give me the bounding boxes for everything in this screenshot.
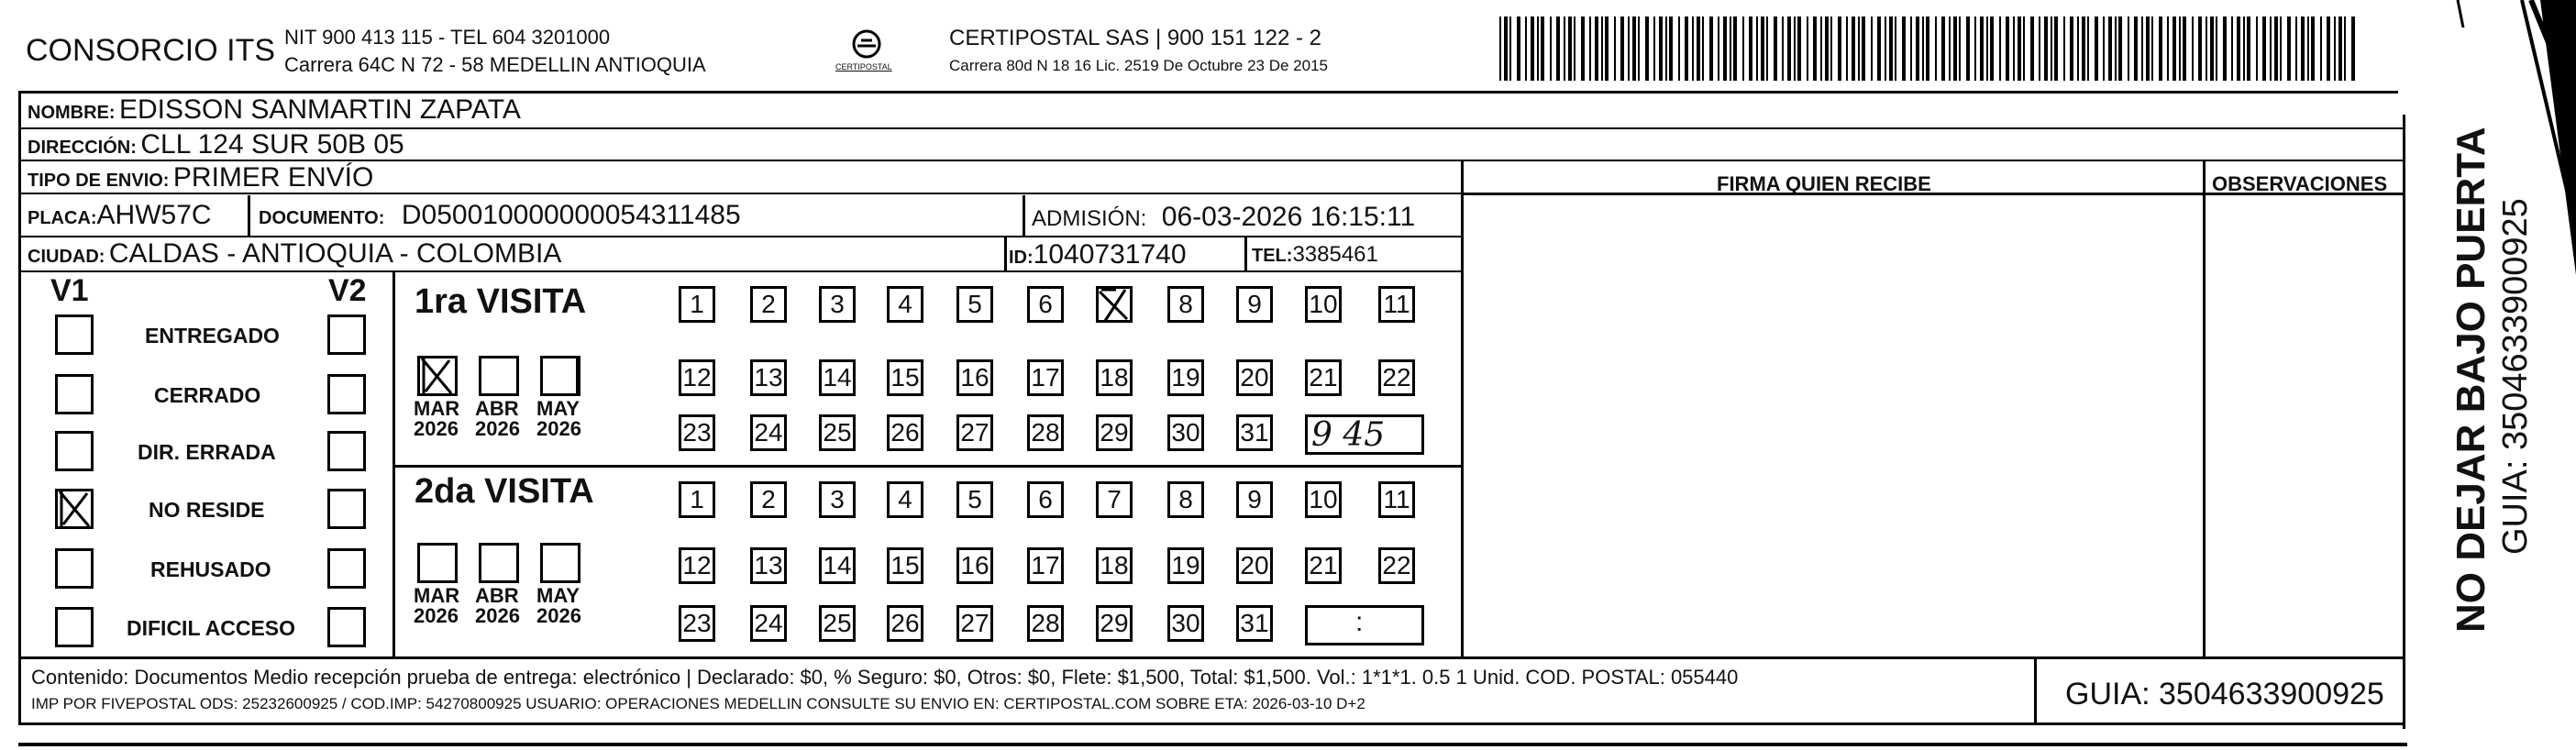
day-box[interactable]: 25 [819,414,856,451]
day-box[interactable]: 20 [1236,547,1273,584]
side-no-dejar: NO DEJAR BAJO PUERTA [2449,127,2493,633]
placa-label: PLACA: [28,208,97,228]
status-label: ENTREGADO [145,324,280,347]
v2-checkbox[interactable] [327,489,366,529]
v1-checkbox[interactable] [55,489,94,529]
side-guia: GUIA: 3504633900925 [2496,198,2535,555]
col-line [1461,160,1464,658]
month-label: MAR [414,397,460,420]
year-label: 2026 [414,604,459,627]
admision-field [1032,202,1415,233]
month-label: ABR [475,397,519,420]
status-label: DIR. ERRADA [138,440,276,464]
time-value: : [1355,607,1364,637]
day-box[interactable]: 19 [1167,359,1204,396]
day-box[interactable]: 3 [819,481,856,518]
day-box[interactable]: 10 [1305,481,1342,518]
observaciones-header: OBSERVACIONES [2212,172,2388,195]
v1-checkbox[interactable] [55,548,94,589]
v1-checkbox[interactable] [55,374,94,414]
day-box[interactable]: 6 [1027,286,1064,323]
v1-checkbox[interactable] [55,607,94,647]
v2-checkbox[interactable] [327,548,366,589]
barcode [1499,17,2361,81]
day-box[interactable]: 15 [887,359,923,396]
month-checkbox[interactable] [417,543,458,583]
day-box[interactable]: 29 [1096,414,1133,451]
day-box[interactable]: 25 [819,605,856,642]
id-value: 1040731740 [1033,239,1187,270]
ciudad-value: CALDAS - ANTIOQUIA - COLOMBIA [108,238,562,269]
v2-checkbox[interactable] [327,374,366,414]
day-box[interactable]: 31 [1236,414,1273,451]
day-box[interactable]: 12 [679,359,715,396]
day-box[interactable]: 14 [819,547,856,584]
col-line [2203,160,2206,658]
tel-field [1252,242,1378,268]
frame-right [2403,115,2405,729]
day-box[interactable]: 8 [1167,286,1204,323]
day-box[interactable]: 24 [750,605,787,642]
day-box[interactable]: 27 [956,414,993,451]
day-box[interactable]: 18 [1096,547,1133,584]
footer-contenido: Contenido: Documentos Medio recepción prueba de entrega: electrónico | Declarado: $0, % Seguro: $0, Otros: $0, Flete: $1,500, Total: $1,500. Vol.: 1*1*1. 0.5 1 Unid. COD. POSTAL: 055440 [31,666,1739,689]
placa-field [28,200,212,231]
id-field [1009,239,1187,270]
tipo-envio-value: PRIMER ENVÍO [172,162,374,193]
status-label: NO RESIDE [149,498,265,522]
day-box[interactable]: 18 [1096,359,1133,396]
documento-field [259,200,741,231]
ciudad-field [28,238,561,270]
day-box[interactable]: 17 [1027,359,1064,396]
day-box[interactable] [1096,286,1133,323]
day-box[interactable]: 26 [887,605,923,642]
v1-header: V1 [50,273,89,308]
direccion-label: DIRECCIÓN: [28,138,137,158]
time-box[interactable] [1305,605,1424,645]
day-box[interactable]: 16 [956,359,993,396]
second-visit-title: 2da VISITA [415,472,594,511]
tel-value: 3385461 [1292,242,1378,267]
month-checkbox[interactable] [479,543,519,583]
day-box[interactable]: 10 [1305,286,1342,323]
month-label: ABR [475,584,519,607]
documento-value: D050010000000054311485 [401,200,741,230]
barcode-bars [1499,17,2361,81]
day-box[interactable]: 13 [750,547,787,584]
v2-header: V2 [328,273,367,308]
day-box[interactable]: 27 [956,605,993,642]
day-box[interactable]: 11 [1378,286,1415,323]
month-checkbox[interactable] [417,356,458,396]
day-box[interactable]: 4 [887,481,923,518]
v2-checkbox[interactable] [327,607,366,647]
day-box[interactable]: 24 [750,414,787,451]
day-box[interactable]: 22 [1378,547,1415,584]
day-box[interactable]: 2 [750,481,787,518]
company-nit: NIT 900 413 115 - TEL 604 3201000 [284,26,611,49]
placa-value: AHW57C [96,200,212,230]
day-box[interactable]: 23 [679,605,715,642]
v1-checkbox[interactable] [55,431,94,471]
day-box[interactable]: 3 [819,286,856,323]
col-line [1244,236,1247,272]
day-box[interactable]: 4 [887,286,923,323]
day-box[interactable]: 26 [887,414,923,451]
day-box[interactable]: 12 [679,547,715,584]
year-label: 2026 [536,417,581,440]
day-box[interactable]: 1 [679,481,715,518]
year-label: 2026 [475,604,520,627]
day-box[interactable]: 30 [1167,414,1204,451]
day-box[interactable]: 17 [1027,547,1064,584]
day-box[interactable]: 2 [750,286,787,323]
company-name: CONSORCIO ITS [26,33,276,68]
frame-left [18,91,21,723]
first-visit-title: 1ra VISITA [415,282,587,321]
frame-top [18,91,2398,94]
month-checkbox[interactable] [540,356,580,396]
day-box[interactable]: 31 [1236,605,1273,642]
v1-checkbox[interactable] [55,314,94,355]
day-box[interactable]: 23 [679,414,715,451]
day-box[interactable]: 15 [887,547,923,584]
day-box[interactable]: 28 [1027,414,1064,451]
company-address: Carrera 64C N 72 - 58 MEDELLIN ANTIOQUIA [284,53,706,76]
year-label: 2026 [414,417,459,440]
row-line [18,656,2403,659]
day-box[interactable]: 8 [1167,481,1204,518]
day-box[interactable]: 19 [1167,547,1204,584]
certipostal-logo [830,26,903,81]
certipostal-address: Carrera 80d N 18 16 Lic. 2519 De Octubre 23 De 2015 [949,57,1328,74]
day-box[interactable]: 13 [750,359,787,396]
direccion-value: CLL 124 SUR 50B 05 [140,129,404,160]
day-box[interactable]: 22 [1378,359,1415,396]
col-line [248,195,250,236]
id-label: ID: [1009,248,1034,268]
certipostal-info: CERTIPOSTAL SAS | 900 151 122 - 2 [949,26,1321,50]
year-label: 2026 [536,604,581,627]
day-box[interactable]: 29 [1096,605,1133,642]
nombre-value: EDISSON SANMARTIN ZAPATA [119,94,521,125]
day-box[interactable]: 1 [679,286,715,323]
day-box[interactable]: 5 [956,286,993,323]
day-box[interactable]: 5 [956,481,993,518]
day-box[interactable]: 7 [1096,481,1133,518]
day-box[interactable]: 21 [1305,547,1342,584]
day-box[interactable]: 6 [1027,481,1064,518]
nombre-field [28,94,521,126]
ciudad-label: CIUDAD: [28,247,105,267]
admision-label: ADMISIÓN: [1032,206,1147,231]
day-box[interactable]: 28 [1027,605,1064,642]
day-box[interactable]: 30 [1167,605,1204,642]
month-checkbox[interactable] [540,543,580,583]
nombre-label: NOMBRE: [28,103,116,123]
status-label: CERRADO [154,383,261,407]
firma-header: FIRMA QUIEN RECIBE [1717,172,1931,195]
tipo-envio-label: TIPO DE ENVIO: [28,171,170,191]
month-checkbox[interactable] [479,356,519,396]
day-box[interactable]: 20 [1236,359,1273,396]
logo-text: CERTIPOSTAL [835,62,892,72]
footer-guia: GUIA: 3504633900925 [2065,677,2384,711]
month-label: MAR [414,584,460,607]
row-line [392,465,1462,468]
day-box[interactable]: 14 [819,359,856,396]
status-label: DIFICIL ACCESO [127,616,296,640]
admision-value: 06-03-2026 16:15:11 [1161,202,1416,232]
col-line [1004,236,1007,272]
form-outer-bottom [18,743,2407,746]
year-label: 2026 [475,417,520,440]
v2-checkbox[interactable] [327,314,366,355]
day-box[interactable]: 9 [1236,286,1273,323]
col-line [1023,195,1025,236]
day-box[interactable]: 9 [1236,481,1273,518]
day-box[interactable]: 21 [1305,359,1342,396]
v2-checkbox[interactable] [327,431,366,471]
frame-bottom [18,722,2403,725]
status-label: REHUSADO [150,557,271,581]
direccion-field [28,129,404,160]
month-label: MAY [536,397,580,420]
tipo-envio-field [28,162,373,193]
day-box[interactable]: 16 [956,547,993,584]
footer-imp: IMP POR FIVEPOSTAL ODS: 25232600925 / COD.IMP: 54270800925 USUARIO: OPERACIONES MEDELLIN CONSULTE SU ENVIO EN: CERTIPOSTAL.COM SOBRE ETA: 2026-03-10 D+2 [31,695,1365,712]
day-box[interactable]: 11 [1378,481,1415,518]
documento-label: DOCUMENTO: [259,208,385,228]
time-value: 9 45 [1311,416,1386,454]
col-line [2034,656,2037,724]
tel-label: TEL: [1252,246,1293,266]
month-label: MAY [536,584,580,607]
